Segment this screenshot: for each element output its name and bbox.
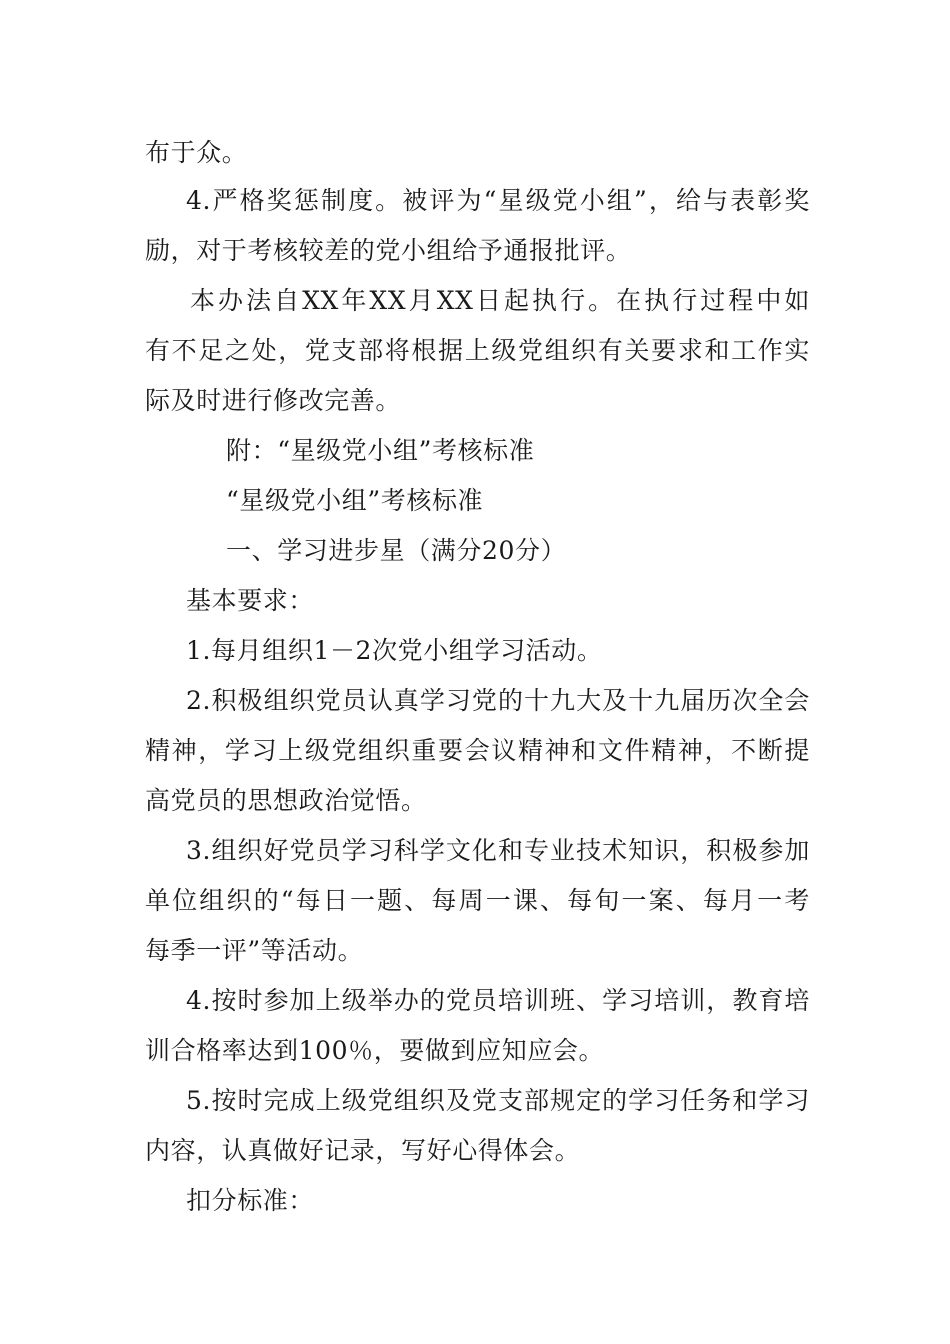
text-line: 高党员的思想政治觉悟。 <box>145 786 427 815</box>
text-line: 内容，认真做好记录，写好心得体会。 <box>145 1136 581 1165</box>
text-line: 励，对于考核较差的党小组给予通报批评。 <box>145 236 632 265</box>
text-line: 扣分标准： <box>186 1186 315 1215</box>
text-line: 一、学习进步星（满分20分） <box>226 536 567 565</box>
text-line: 1.每月组织1－2次党小组学习活动。 <box>186 636 603 665</box>
text-line: 3.组织好党员学习科学文化和专业技术知识，积极参加 <box>186 836 810 865</box>
text-line: 5.按时完成上级党组织及党支部规定的学习任务和学习 <box>186 1086 810 1115</box>
text-line: 基本要求： <box>186 586 315 615</box>
text-line: 精神，学习上级党组织重要会议精神和文件精神，不断提 <box>145 736 810 765</box>
text-line: 4.按时参加上级举办的党员培训班、学习培训，教育培 <box>186 986 810 1015</box>
text-line: 每季一评”等活动。 <box>145 936 364 965</box>
text-line: 本办法自XX年XX月XX日起执行。在执行过程中如 <box>190 286 810 315</box>
text-line: 单位组织的“每日一题、每周一课、每旬一案、每月一考 <box>145 886 810 915</box>
text-line: “星级党小组”考核标准 <box>226 486 484 515</box>
text-line: 布于众。 <box>145 138 248 167</box>
text-line: 4.严格奖惩制度。被评为“星级党小组”，给与表彰奖 <box>186 186 810 215</box>
text-line: 附：“星级党小组”考核标准 <box>226 436 535 465</box>
text-line: 际及时进行修改完善。 <box>145 386 402 415</box>
text-line: 2.积极组织党员认真学习党的十九大及十九届历次全会 <box>186 686 810 715</box>
text-line: 有不足之处，党支部将根据上级党组织有关要求和工作实 <box>145 336 810 365</box>
text-line: 训合格率达到100％，要做到应知应会。 <box>145 1036 605 1065</box>
